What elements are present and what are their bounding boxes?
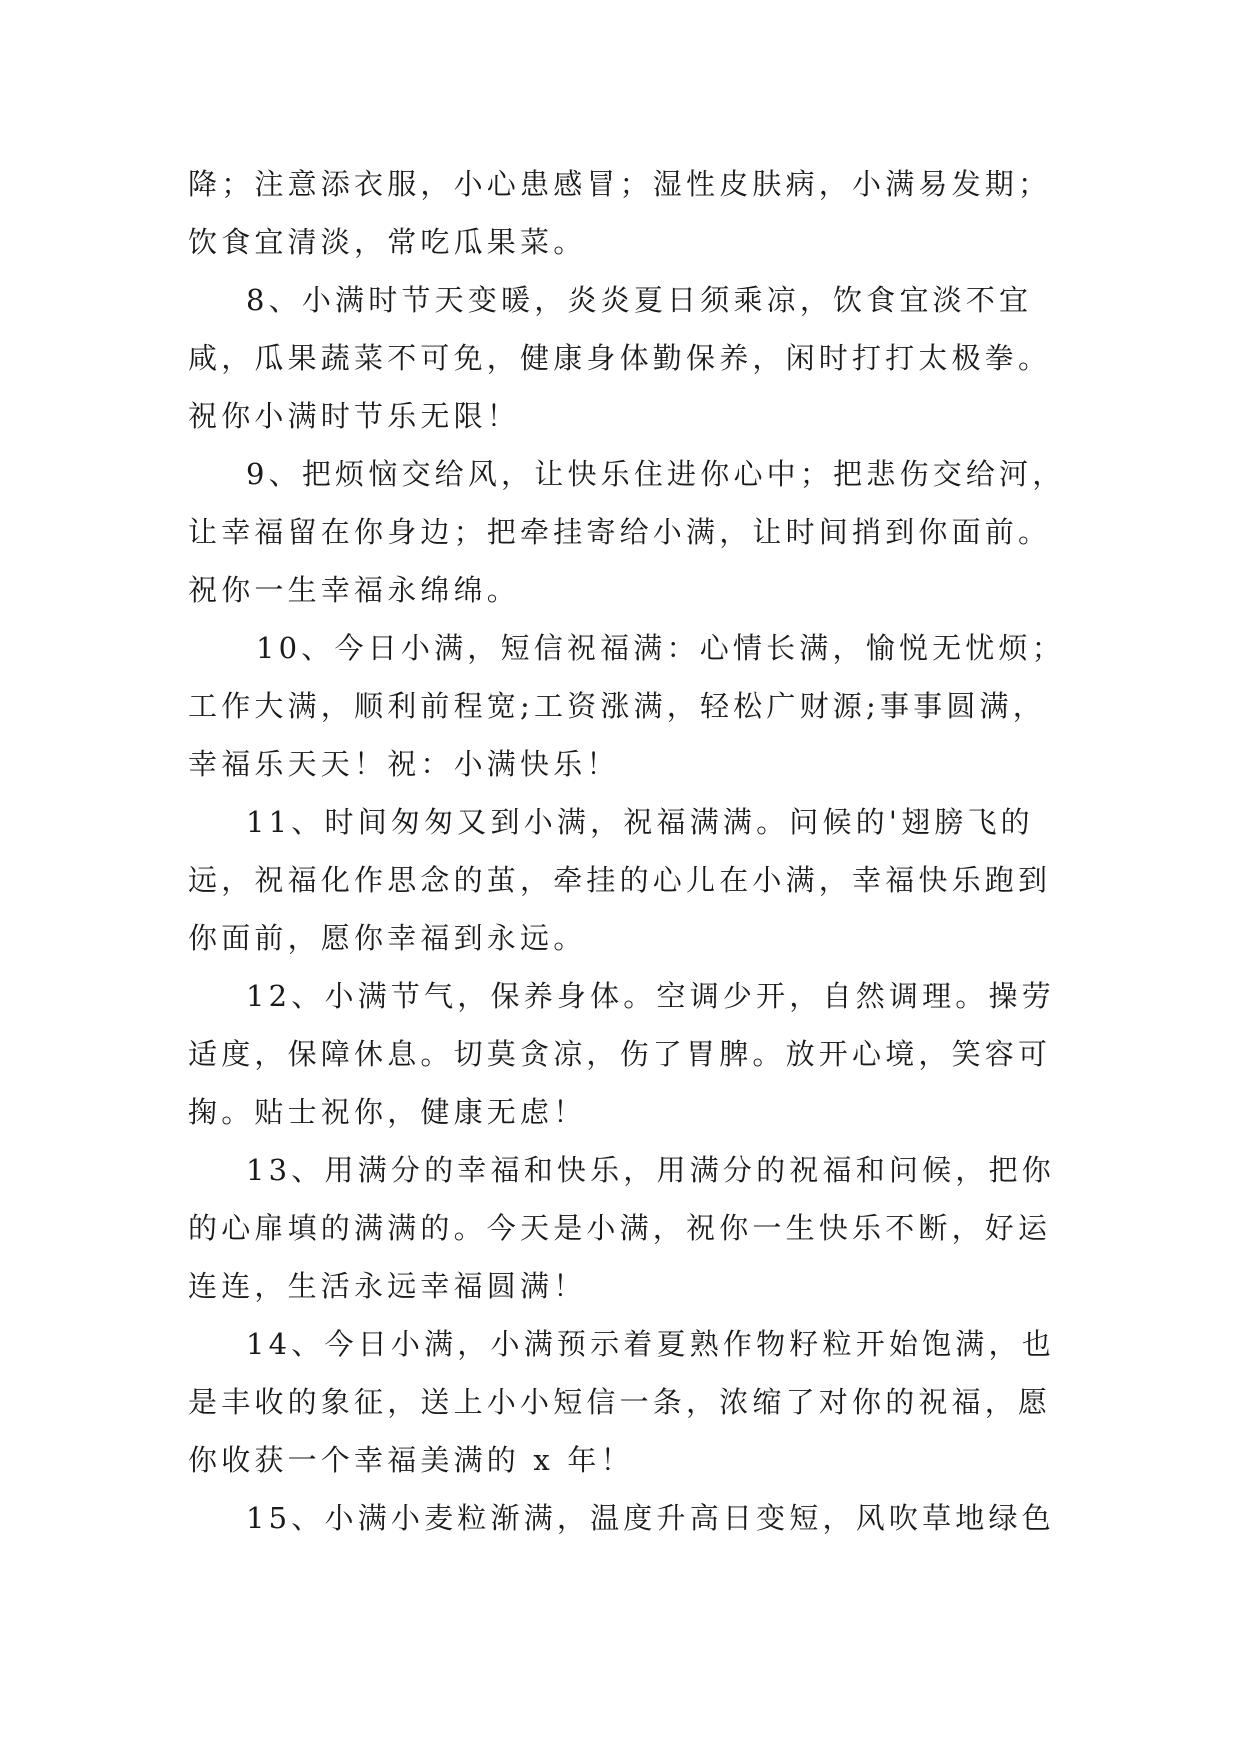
text-line: 14、今日小满，小满预示着夏熟作物籽粒开始饱满，也 xyxy=(246,1327,1055,1361)
text-line: 让幸福留在你身边；把牵挂寄给小满，让时间捎到你面前。 xyxy=(188,515,1052,549)
text-line: 连连，生活永远幸福圆满！ xyxy=(188,1269,587,1303)
text-line: 12、小满节气，保养身体。空调少开，自然调理。操劳 xyxy=(246,979,1055,1013)
text-line: 远，祝福化作思念的茧，牵挂的心儿在小满，幸福快乐跑到 xyxy=(188,863,1052,897)
document-body xyxy=(188,155,1068,1547)
text-line: 你面前，愿你幸福到永远。 xyxy=(188,921,587,955)
text-line: 9、把烦恼交给风，让快乐住进你心中；把悲伤交给河， xyxy=(246,457,1066,491)
text-line: 15、小满小麦粒渐满，温度升高日变短，风吹草地绿色 xyxy=(246,1501,1055,1535)
text-line: 11、时间匆匆又到小满，祝福满满。问候的'翅膀飞的 xyxy=(246,805,1034,839)
text-line: 的心扉填的满满的。今天是小满，祝你一生快乐不断，好运 xyxy=(188,1211,1052,1245)
text-line: 是丰收的象征，送上小小短信一条，浓缩了对你的祝福，愿 xyxy=(188,1385,1052,1419)
text-line: 掬。贴士祝你，健康无虑！ xyxy=(188,1095,587,1129)
text-line: 降；注意添衣服，小心患感冒；湿性皮肤病，小满易发期； xyxy=(188,167,1052,201)
text-line: 祝你一生幸福永绵绵。 xyxy=(188,573,521,607)
text-line: 8、小满时节天变暖，炎炎夏日须乘凉，饮食宜淡不宜 xyxy=(246,283,1033,317)
text-line: 10、今日小满，短信祝福满：心情长满，愉悦无忧烦； xyxy=(256,631,1065,665)
text-line: 13、用满分的幸福和快乐，用满分的祝福和问候，把你 xyxy=(246,1153,1055,1187)
text-line: 你收获一个幸福美满的 x 年！ xyxy=(188,1443,634,1477)
text-line: 幸福乐天天！祝：小满快乐！ xyxy=(188,747,620,781)
text-line: 祝你小满时节乐无限！ xyxy=(188,399,521,433)
text-line: 饮食宜清淡，常吃瓜果菜。 xyxy=(188,225,587,259)
text-line: 咸，瓜果蔬菜不可免，健康身体勤保养，闲时打打太极拳。 xyxy=(188,341,1052,375)
text-line: 工作大满，顺利前程宽;工资涨满，轻松广财源;事事圆满， xyxy=(188,689,1046,723)
text-line: 适度，保障休息。切莫贪凉，伤了胃脾。放开心境，笑容可 xyxy=(188,1037,1052,1071)
